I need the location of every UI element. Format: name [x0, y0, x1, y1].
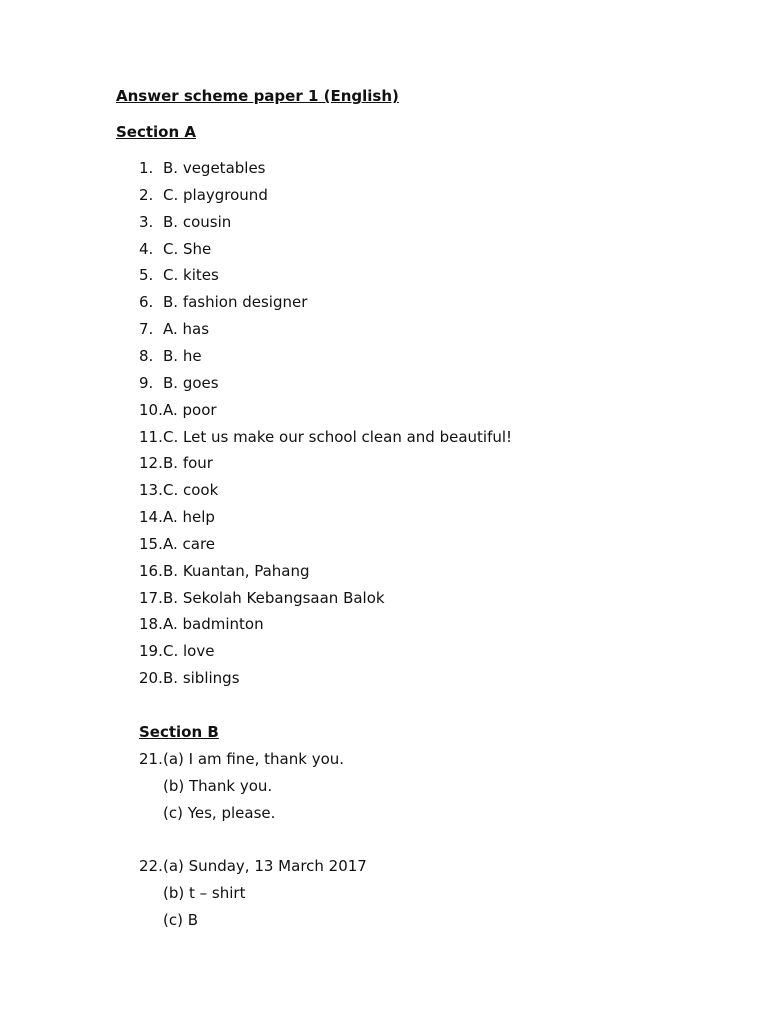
item-answer: C. love [163, 642, 215, 661]
item-answer: A. poor [163, 400, 217, 419]
item-answer: C. playground [163, 185, 268, 204]
item-answer: C. cook [163, 481, 219, 500]
answer-part: (b) t – shirt [163, 883, 246, 902]
item-number: 3. [139, 212, 154, 231]
answer-part: (b) Thank you. [163, 776, 273, 795]
item-answer: B. vegetables [163, 159, 266, 177]
item-answer: B. siblings [163, 669, 240, 688]
item-number: 4. [139, 239, 154, 258]
item-number: 7. [139, 320, 154, 339]
item-answer: A. has [163, 320, 210, 339]
item-answer: A. badminton [163, 615, 264, 634]
item-number: 19. [139, 642, 163, 661]
item-number: 10. [139, 400, 163, 419]
item-answer: C. She [163, 239, 212, 258]
item-answer: A. help [163, 508, 215, 527]
item-answer: B. he [163, 346, 202, 365]
item-answer: B. cousin [163, 212, 232, 231]
item-number: 8. [139, 346, 154, 365]
answer-part: (a) I am fine, thank you. [163, 750, 345, 768]
item-answer: B. Kuantan, Pahang [163, 561, 310, 580]
item-number: 12. [139, 454, 163, 473]
item-number: 17. [139, 588, 163, 607]
item-answer: C. Let us make our school clean and beautiful! [163, 427, 513, 446]
item-answer: B. fashion designer [163, 293, 308, 312]
answer-part: (a) Sunday, 13 March 2017 [163, 857, 367, 875]
item-number: 14. [139, 508, 163, 527]
item-number: 13. [139, 481, 163, 500]
item-number: 5. [139, 266, 154, 285]
item-answer: B. four [163, 454, 213, 473]
item-number: 6. [139, 293, 154, 312]
item-answer: B. goes [163, 373, 219, 392]
answer-part: (c) Yes, please. [163, 803, 276, 822]
item-number: 2. [139, 185, 154, 204]
item-answer: B. Sekolah Kebangsaan Balok [163, 588, 385, 607]
item-number: 15. [139, 534, 163, 553]
item-number: 16. [139, 561, 163, 580]
item-number: 20. [139, 669, 163, 688]
item-number: 11. [139, 427, 163, 446]
answer-part: (c) B [163, 910, 199, 929]
item-answer: C. kites [163, 266, 219, 285]
question-number: 21. [139, 750, 163, 768]
question-number: 22. [139, 857, 163, 875]
item-number: 9. [139, 373, 154, 392]
document-title: Answer scheme paper 1 (English) [116, 87, 399, 105]
section-b-heading: Section B [139, 723, 219, 741]
item-number: 18. [139, 615, 163, 634]
item-number: 1. [139, 159, 154, 177]
section-a-heading: Section A [116, 123, 196, 141]
item-answer: A. care [163, 534, 216, 553]
